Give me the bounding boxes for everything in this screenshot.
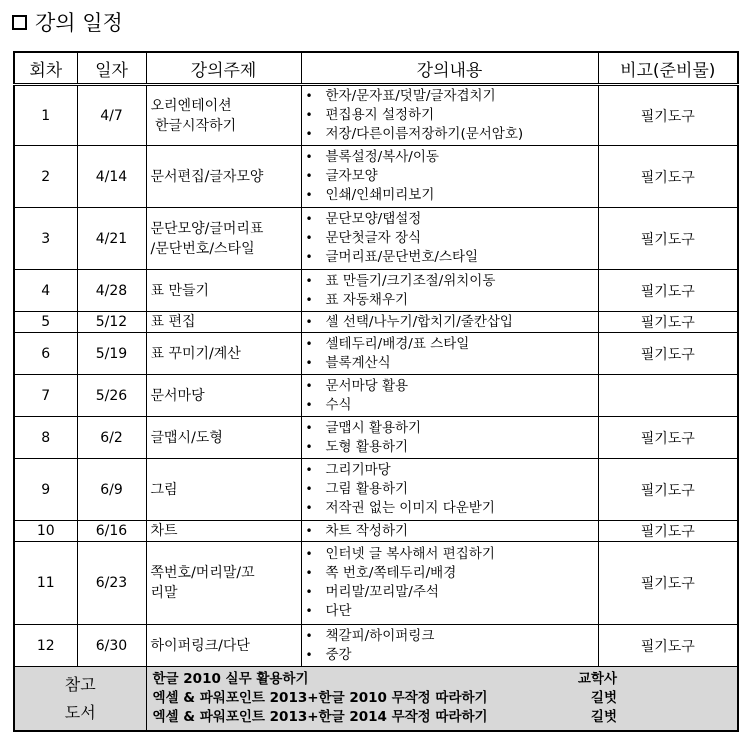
reference-row <box>14 667 738 732</box>
content-item: • 표 자동채우기 <box>326 291 598 310</box>
session-date: 5/26 <box>77 375 146 417</box>
session-topic: 오리엔테이션 한글시작하기 <box>146 85 301 146</box>
schedule-row <box>14 146 738 208</box>
content-item: • 한자/문자표/덧말/글자겹치기 <box>326 87 598 106</box>
content-item: • 차트 작성하기 <box>326 522 598 541</box>
content-item: • 셀 선택/나누기/합치기/줄칸삽입 <box>326 313 598 332</box>
content-item: • 글머리표/문단번호/스타일 <box>326 248 598 267</box>
schedule-row <box>14 312 738 333</box>
session-date: 6/23 <box>77 542 146 625</box>
session-topic: 문서편집/글자모양 <box>146 146 301 208</box>
header-row <box>14 52 738 85</box>
session-note: 필기도구 <box>598 542 738 625</box>
session-date: 5/12 <box>77 312 146 333</box>
content-item: • 저작권 없는 이미지 다운받기 <box>326 499 598 518</box>
session-date: 6/30 <box>77 625 146 667</box>
session-note: 필기도구 <box>598 625 738 667</box>
content-list <box>302 335 598 373</box>
session-topic: 차트 <box>146 521 301 542</box>
session-content <box>301 208 598 270</box>
content-list <box>302 461 598 518</box>
session-number: 6 <box>14 333 77 375</box>
session-content <box>301 625 598 667</box>
session-date: 4/28 <box>77 270 146 312</box>
schedule-row <box>14 459 738 521</box>
content-item: • 중강 <box>326 646 598 665</box>
session-date: 6/9 <box>77 459 146 521</box>
content-item: • 인쇄/인쇄미리보기 <box>326 186 598 205</box>
book-item: 엑셀 & 파워포인트 2013+한글 2014 무작정 따라하기 길벗 <box>152 709 617 725</box>
session-date: 5/19 <box>77 333 146 375</box>
session-date: 6/16 <box>77 521 146 542</box>
session-content <box>301 521 598 542</box>
session-content <box>301 375 598 417</box>
session-note: 필기도구 <box>598 312 738 333</box>
session-note: 필기도구 <box>598 146 738 208</box>
session-number: 11 <box>14 542 77 625</box>
schedule-row <box>14 542 738 625</box>
session-note: 필기도구 <box>598 270 738 312</box>
content-item: • 책갈피/하이퍼링크 <box>326 627 598 646</box>
header-no: 회차 <box>14 52 77 85</box>
session-number: 10 <box>14 521 77 542</box>
schedule-row <box>14 625 738 667</box>
reference-books <box>146 667 738 732</box>
header-note: 비고(준비물) <box>598 52 738 85</box>
content-item: • 그리기마당 <box>326 461 598 480</box>
session-note: 필기도구 <box>598 459 738 521</box>
content-list <box>302 272 598 310</box>
session-content <box>301 333 598 375</box>
schedule-row <box>14 270 738 312</box>
content-item: • 저장/다른이름저장하기(문서암호) <box>326 125 598 144</box>
content-item: • 블록계산식 <box>326 354 598 373</box>
session-number: 12 <box>14 625 77 667</box>
content-item: • 그림 활용하기 <box>326 480 598 499</box>
session-date: 4/21 <box>77 208 146 270</box>
session-note: 필기도구 <box>598 85 738 146</box>
header-date: 일자 <box>77 52 146 85</box>
content-list <box>302 148 598 205</box>
content-list <box>302 377 598 415</box>
content-list <box>302 545 598 621</box>
session-number: 5 <box>14 312 77 333</box>
session-content <box>301 270 598 312</box>
session-note <box>598 375 738 417</box>
session-number: 7 <box>14 375 77 417</box>
schedule-row <box>14 333 738 375</box>
schedule-row <box>14 375 738 417</box>
session-topic: 글맵시/도형 <box>146 417 301 459</box>
session-topic: 하이퍼링크/다단 <box>146 625 301 667</box>
content-item: • 수식 <box>326 396 598 415</box>
session-topic: 문서마당 <box>146 375 301 417</box>
session-number: 9 <box>14 459 77 521</box>
content-item: • 글맵시 활용하기 <box>326 419 598 438</box>
content-list <box>302 522 598 541</box>
session-content <box>301 542 598 625</box>
session-note: 필기도구 <box>598 417 738 459</box>
content-list <box>302 87 598 144</box>
schedule-row <box>14 521 738 542</box>
session-content <box>301 146 598 208</box>
session-number: 3 <box>14 208 77 270</box>
schedule-row <box>14 85 738 146</box>
session-note: 필기도구 <box>598 333 738 375</box>
page-title <box>12 8 123 36</box>
content-item: • 인터넷 글 복사해서 편집하기 <box>326 545 598 564</box>
content-list <box>302 313 598 332</box>
session-topic: 그림 <box>146 459 301 521</box>
session-number: 4 <box>14 270 77 312</box>
session-number: 1 <box>14 85 77 146</box>
content-item: • 글자모양 <box>326 167 598 186</box>
session-note: 필기도구 <box>598 521 738 542</box>
content-item: • 문단모양/탭설정 <box>326 210 598 229</box>
schedule-row <box>14 208 738 270</box>
content-item: • 쪽 번호/쪽테두리/배경 <box>326 564 598 583</box>
content-list <box>302 210 598 267</box>
checkbox-square-icon <box>12 15 27 30</box>
content-item: • 문단첫글자 장식 <box>326 229 598 248</box>
content-item: • 머리말/꼬리말/주석 <box>326 583 598 602</box>
header-topic: 강의주제 <box>146 52 301 85</box>
content-item: • 편집용지 설정하기 <box>326 106 598 125</box>
schedule-row <box>14 417 738 459</box>
content-item: • 문서마당 활용 <box>326 377 598 396</box>
content-list <box>302 627 598 665</box>
content-item: • 도형 활용하기 <box>326 438 598 457</box>
schedule-body <box>14 85 738 667</box>
header-content: 강의내용 <box>301 52 598 85</box>
content-item: • 블록설정/복사/이동 <box>326 148 598 167</box>
session-content <box>301 459 598 521</box>
session-topic: 표 만들기 <box>146 270 301 312</box>
session-date: 4/7 <box>77 85 146 146</box>
session-number: 2 <box>14 146 77 208</box>
session-date: 6/2 <box>77 417 146 459</box>
session-content <box>301 417 598 459</box>
session-content <box>301 85 598 146</box>
session-content <box>301 312 598 333</box>
book-item: 한글 2010 실무 활용하기 교학사 <box>152 671 617 687</box>
reference-label: 참고 도서 <box>14 667 146 732</box>
content-list <box>302 419 598 457</box>
session-date: 4/14 <box>77 146 146 208</box>
session-topic: 표 꾸미기/계산 <box>146 333 301 375</box>
session-topic: 표 편집 <box>146 312 301 333</box>
schedule-table <box>13 51 739 732</box>
session-number: 8 <box>14 417 77 459</box>
session-note: 필기도구 <box>598 208 738 270</box>
content-item: • 다단 <box>326 602 598 621</box>
title-text: 강의 일정 <box>35 11 123 35</box>
content-item: • 표 만들기/크기조절/위치이동 <box>326 272 598 291</box>
content-item: • 셀테두리/배경/표 스타일 <box>326 335 598 354</box>
session-topic: 쪽번호/머리말/꼬 리말 <box>146 542 301 625</box>
book-item: 엑셀 & 파워포인트 2013+한글 2010 무작정 따라하기 길벗 <box>152 690 617 706</box>
session-topic: 문단모양/글머리표 /문단번호/스타일 <box>146 208 301 270</box>
